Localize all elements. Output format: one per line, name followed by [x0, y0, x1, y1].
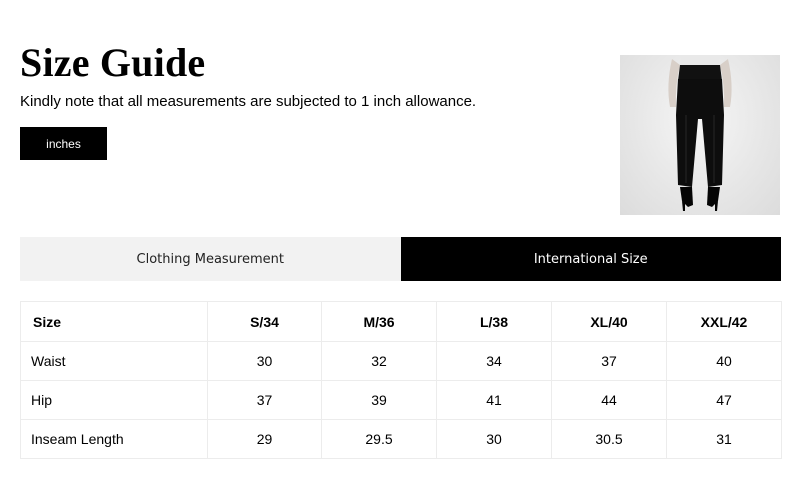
size-table — [20, 301, 782, 459]
table-cell: 29 — [208, 420, 322, 459]
black-trousers-photo-icon — [620, 55, 780, 215]
page-title: Size Guide — [20, 40, 206, 85]
table-cell: 39 — [322, 381, 437, 420]
allowance-note: Kindly note that all measurements are subjected to 1 inch allowance. — [20, 93, 477, 110]
table-cell: 30 — [437, 420, 552, 459]
tab-international-size[interactable]: International Size — [401, 237, 782, 281]
table-cell: 44 — [552, 381, 667, 420]
table-row — [21, 420, 782, 459]
table-header-cell: XL/40 — [552, 302, 667, 342]
table-cell: 30 — [208, 342, 322, 381]
table-cell: 31 — [667, 420, 782, 459]
table-row — [21, 342, 782, 381]
table-cell: 41 — [437, 381, 552, 420]
table-header-cell: S/34 — [208, 302, 322, 342]
table-row — [21, 381, 782, 420]
table-cell: 40 — [667, 342, 782, 381]
unit-toggle-button[interactable]: inches — [20, 127, 107, 160]
product-image — [620, 55, 780, 215]
table-row-label: Hip — [21, 381, 208, 420]
table-cell: 30.5 — [552, 420, 667, 459]
table-cell: 29.5 — [322, 420, 437, 459]
table-cell: 37 — [208, 381, 322, 420]
table-cell: 37 — [552, 342, 667, 381]
table-cell: 47 — [667, 381, 782, 420]
table-row-label: Waist — [21, 342, 208, 381]
tab-clothing-measurement[interactable]: Clothing Measurement — [20, 237, 401, 281]
size-guide-tabs — [20, 237, 781, 281]
table-cell: 32 — [322, 342, 437, 381]
table-header-row — [21, 302, 782, 342]
table-header-cell: XXL/42 — [667, 302, 782, 342]
table-header-cell: M/36 — [322, 302, 437, 342]
table-header-cell: L/38 — [437, 302, 552, 342]
table-row-label: Inseam Length — [21, 420, 208, 459]
table-cell: 34 — [437, 342, 552, 381]
table-header-cell: Size — [21, 302, 208, 342]
